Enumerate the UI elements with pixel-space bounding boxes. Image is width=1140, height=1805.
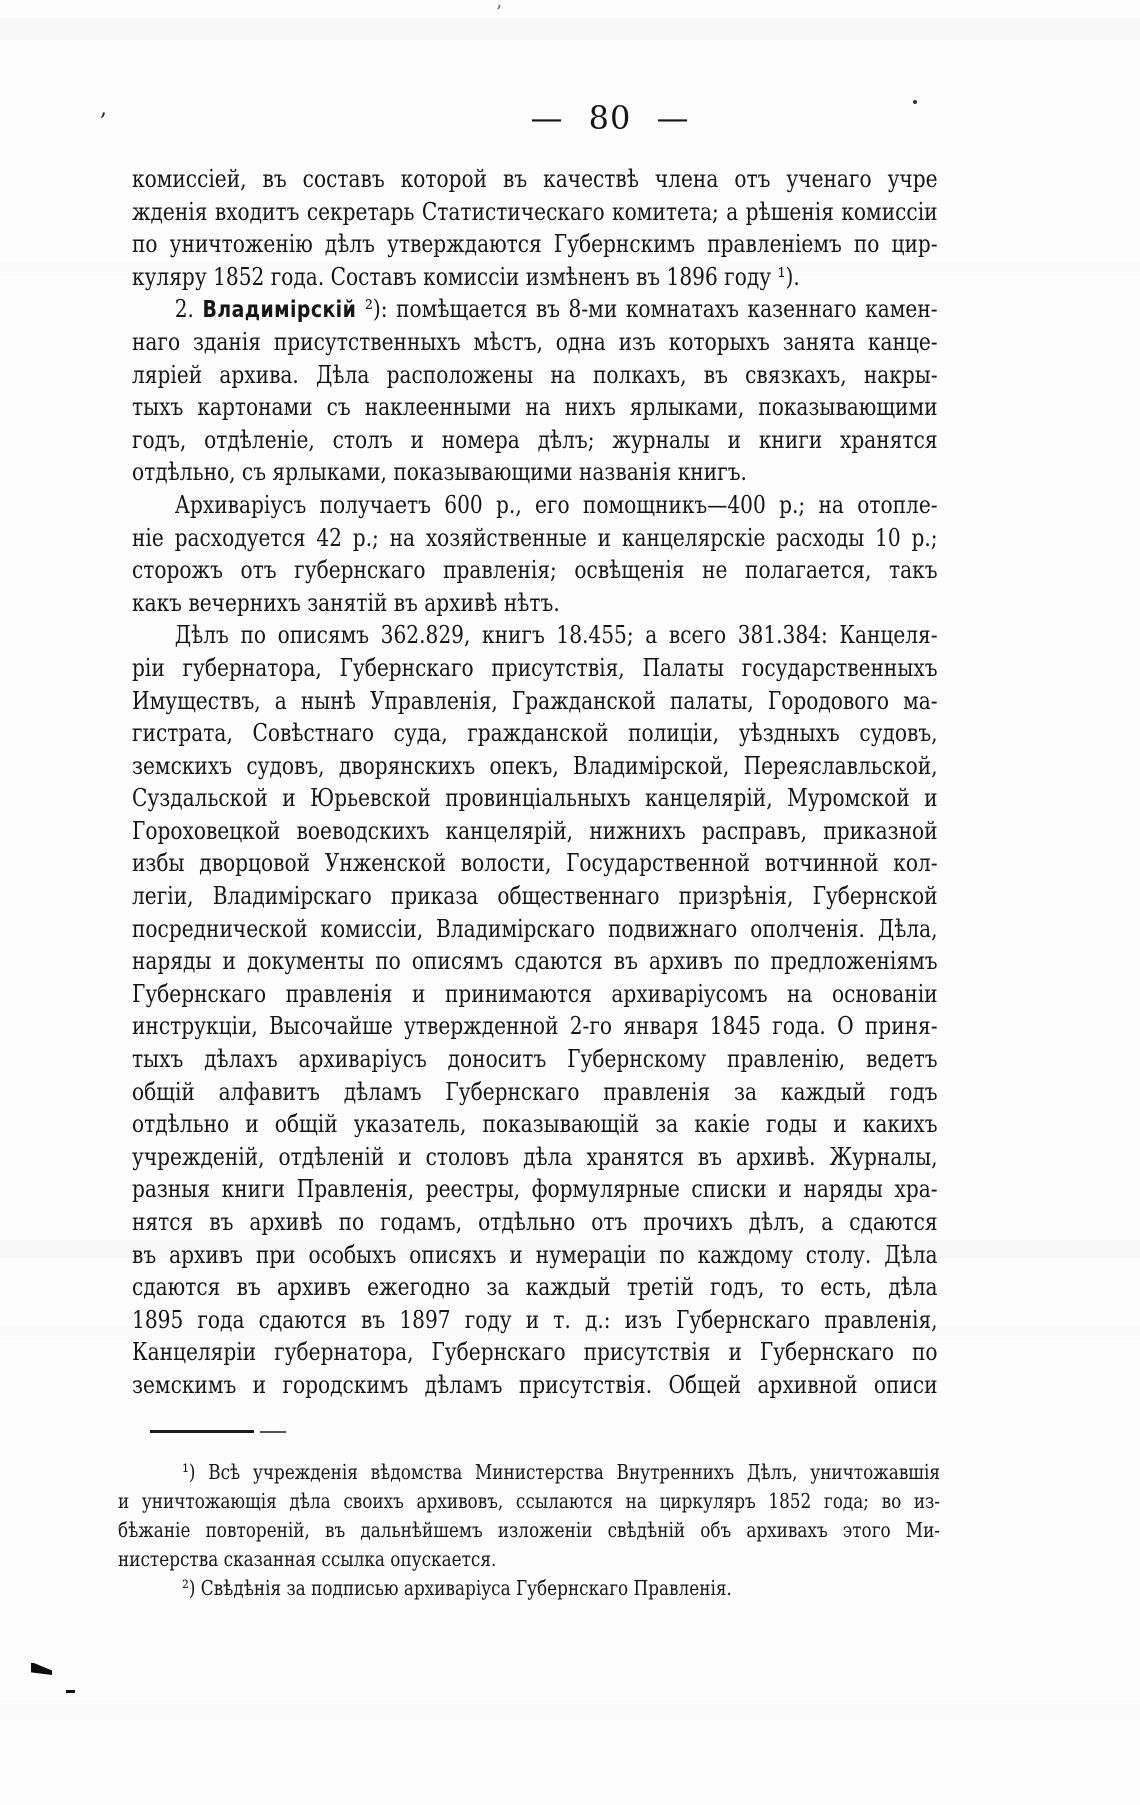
text-segment: тыхъ дѣлахъ архиваріусъ доноситъ Губернскому правленію, ведетъ bbox=[132, 1044, 938, 1074]
scan-band bbox=[0, 18, 1140, 40]
text-line bbox=[132, 913, 938, 946]
text-segment: гистрата, Совѣстнаго суда, гражданской полиціи, уѣздныхъ судовъ, bbox=[132, 718, 938, 748]
text-segment: тыхъ картонами съ наклеенными на нихъ ярлыками, показывающими bbox=[132, 392, 938, 422]
text-line bbox=[132, 163, 938, 196]
text-line bbox=[132, 1173, 938, 1206]
scan-band bbox=[0, 1700, 1140, 1720]
main-text-block bbox=[132, 163, 938, 1402]
text-line bbox=[132, 717, 938, 750]
text-line bbox=[132, 196, 938, 229]
text-line bbox=[132, 847, 938, 880]
text-line bbox=[132, 391, 938, 424]
text-line bbox=[132, 782, 938, 815]
text-segment: и уничтожающія дѣла своихъ архивовъ, ссылаются на циркуляръ 1852 года; во из- bbox=[118, 1489, 940, 1513]
text-segment: Имуществъ, а нынѣ Управленія, Гражданской палаты, Городового ма- bbox=[132, 685, 938, 715]
text-segment: посреднической комиссіи, Владимірскаго подвижнаго ополченія. Дѣла, bbox=[132, 913, 938, 943]
text-segment: инструкціи, Высочайше утвержденной 2-го января 1845 года. О приня- bbox=[132, 1011, 938, 1041]
text-line bbox=[132, 880, 938, 913]
scan-speck: ’ bbox=[496, 2, 502, 23]
page-number: — 80 — bbox=[530, 99, 690, 137]
text-segment: земскимъ и городскимъ дѣламъ присутствія. Общей архивной описи bbox=[132, 1369, 938, 1399]
text-line bbox=[132, 750, 938, 783]
text-line bbox=[132, 685, 938, 718]
text-segment: нятся въ архивѣ по годамъ, отдѣльно отъ прочихъ дѣлъ, а сдаются bbox=[132, 1207, 938, 1236]
text-segment: ріи губернатора, Губернскаго присутствія, Палаты государственныхъ bbox=[132, 652, 938, 682]
text-line bbox=[132, 228, 938, 261]
text-line bbox=[132, 1010, 938, 1043]
text-segment: куляру 1852 года. Составъ комиссіи измѣненъ въ 1896 году ¹). bbox=[132, 261, 800, 291]
footnotes-block bbox=[118, 1458, 940, 1603]
text-segment: легіи, Владимірскаго приказа общественнаго призрѣнія, Губернской bbox=[132, 881, 938, 911]
text-segment: наго зданія присутственныхъ мѣстъ, одна изъ которыхъ занята канце- bbox=[132, 326, 938, 356]
text-segment: жденія входитъ секретарь Статистическаго комитета; а рѣшенія комиссіи bbox=[132, 196, 938, 226]
text-line bbox=[132, 1076, 938, 1109]
text-line bbox=[118, 1545, 940, 1574]
text-line bbox=[132, 1108, 938, 1141]
text-line bbox=[132, 522, 938, 555]
text-segment: какъ вечернихъ занятій въ архивѣ нѣтъ. bbox=[132, 587, 560, 617]
text-line bbox=[132, 1369, 938, 1402]
text-line bbox=[132, 1271, 938, 1304]
text-line bbox=[118, 1487, 940, 1516]
text-segment: наряды и документы по описямъ сдаются въ архивъ по предложеніямъ bbox=[132, 946, 938, 976]
text-line bbox=[118, 1516, 940, 1545]
text-segment: Губернскаго правленія и принимаются архиваріусомъ на основаніи bbox=[132, 978, 938, 1008]
text-segment: земскихъ судовъ, дворянскихъ опекъ, Владимірской, Переяславльской, bbox=[132, 750, 938, 780]
text-line bbox=[132, 1206, 938, 1239]
text-segment: отдѣльно, съ ярлыками, показывающими названія книгъ. bbox=[132, 457, 747, 487]
text-segment: сторожъ отъ губернскаго правленія; освѣщенія не полагается, такъ bbox=[132, 555, 938, 585]
text-line bbox=[132, 1239, 938, 1272]
text-segment: Архиваріусъ получаетъ 600 р., его помощникъ—400 р.; на отопле- bbox=[174, 489, 938, 519]
text-line bbox=[132, 1043, 938, 1076]
text-line bbox=[132, 945, 938, 978]
text-line bbox=[132, 489, 938, 522]
text-line bbox=[132, 261, 938, 294]
footnote-separator-tail bbox=[260, 1431, 286, 1433]
bold-term: Владимірскій bbox=[202, 297, 357, 324]
text-segment: Гороховецкой воеводскихъ канцелярій, нижнихъ расправъ, приказной bbox=[132, 815, 938, 845]
text-line bbox=[132, 1336, 938, 1369]
text-segment: Суздальской и Юрьевской провинціальныхъ канцелярій, Муромской и bbox=[132, 783, 938, 813]
text-segment: нистерства сказанная ссылка опускается. bbox=[118, 1547, 497, 1571]
text-line bbox=[132, 1304, 938, 1337]
text-line bbox=[118, 1458, 940, 1487]
text-segment: бѣжаніе повтореній, въ дальнѣйшемъ изложеніи свѣдѣній объ архивахъ этого Ми- bbox=[118, 1518, 940, 1542]
text-line bbox=[132, 424, 938, 457]
text-segment: 2. bbox=[174, 294, 203, 324]
text-segment: избы дворцовой Унженской волости, Государственной вотчинной кол- bbox=[132, 848, 938, 878]
text-segment: разныя книги Правленія, реестры, формулярные списки и наряды хра- bbox=[132, 1174, 938, 1204]
text-line bbox=[132, 456, 938, 489]
footnote-separator bbox=[150, 1430, 254, 1433]
text-line bbox=[132, 326, 938, 359]
text-segment: комиссіей, въ составъ которой въ качествѣ члена отъ ученаго учре bbox=[132, 164, 938, 193]
text-segment: ¹) Всѣ учрежденія вѣдомства Министерства Внутреннихъ Дѣлъ, уничтожавшія bbox=[182, 1460, 940, 1484]
text-segment: по уничтоженію дѣлъ утверждаются Губернскимъ правленіемъ по цир- bbox=[132, 229, 938, 259]
text-line bbox=[132, 587, 938, 620]
text-segment: сдаются въ архивъ ежегодно за каждый третій годъ, то есть, дѣла bbox=[132, 1272, 938, 1302]
text-segment: Дѣлъ по описямъ 362.829, книгъ 18.455; а всего 381.384: Канцеля- bbox=[174, 620, 938, 650]
text-line bbox=[132, 293, 938, 326]
scan-speck: , bbox=[100, 96, 107, 121]
text-line bbox=[118, 1574, 940, 1603]
text-segment: годъ, отдѣленіе, столъ и номера дѣлъ; журналы и книги хранятся bbox=[132, 424, 938, 454]
text-segment: отдѣльно и общій указатель, показывающій за какіе годы и какихъ bbox=[132, 1109, 938, 1139]
ink-blot-mark bbox=[31, 1663, 52, 1675]
text-segment: ²): помѣщается въ 8-ми комнатахъ казеннаго камен- bbox=[356, 294, 938, 324]
text-segment: ляріей архива. Дѣла расположены на полкахъ, въ связкахъ, накры- bbox=[132, 359, 938, 389]
text-segment: 1895 года сдаются въ 1897 году и т. д.: изъ Губернскаго правленія, bbox=[132, 1304, 938, 1334]
scan-speck bbox=[66, 1690, 75, 1693]
text-line bbox=[132, 815, 938, 848]
text-line bbox=[132, 978, 938, 1011]
text-line bbox=[132, 652, 938, 685]
scan-speck bbox=[913, 100, 917, 104]
text-segment: въ архивъ при особыхъ описяхъ и нумераціи по каждому столу. Дѣла bbox=[132, 1239, 938, 1269]
text-line bbox=[132, 619, 938, 652]
text-line bbox=[132, 554, 938, 587]
text-segment: ніе расходуется 42 р.; на хозяйственные и канцелярскіе расходы 10 р.; bbox=[132, 522, 938, 552]
text-line bbox=[132, 359, 938, 392]
text-segment: ²) Свѣдѣнія за подписью архиваріуса Губернскаго Правленія. bbox=[182, 1576, 732, 1600]
text-segment: учрежденій, отдѣленій и столовъ дѣла хранятся въ архивѣ. Журналы, bbox=[132, 1141, 938, 1171]
text-line bbox=[132, 1141, 938, 1174]
text-segment: общій алфавитъ дѣламъ Губернскаго правленія за каждый годъ bbox=[132, 1076, 938, 1106]
text-segment: Канцеляріи губернатора, Губернскаго присутствія и Губернскаго по bbox=[132, 1337, 938, 1367]
